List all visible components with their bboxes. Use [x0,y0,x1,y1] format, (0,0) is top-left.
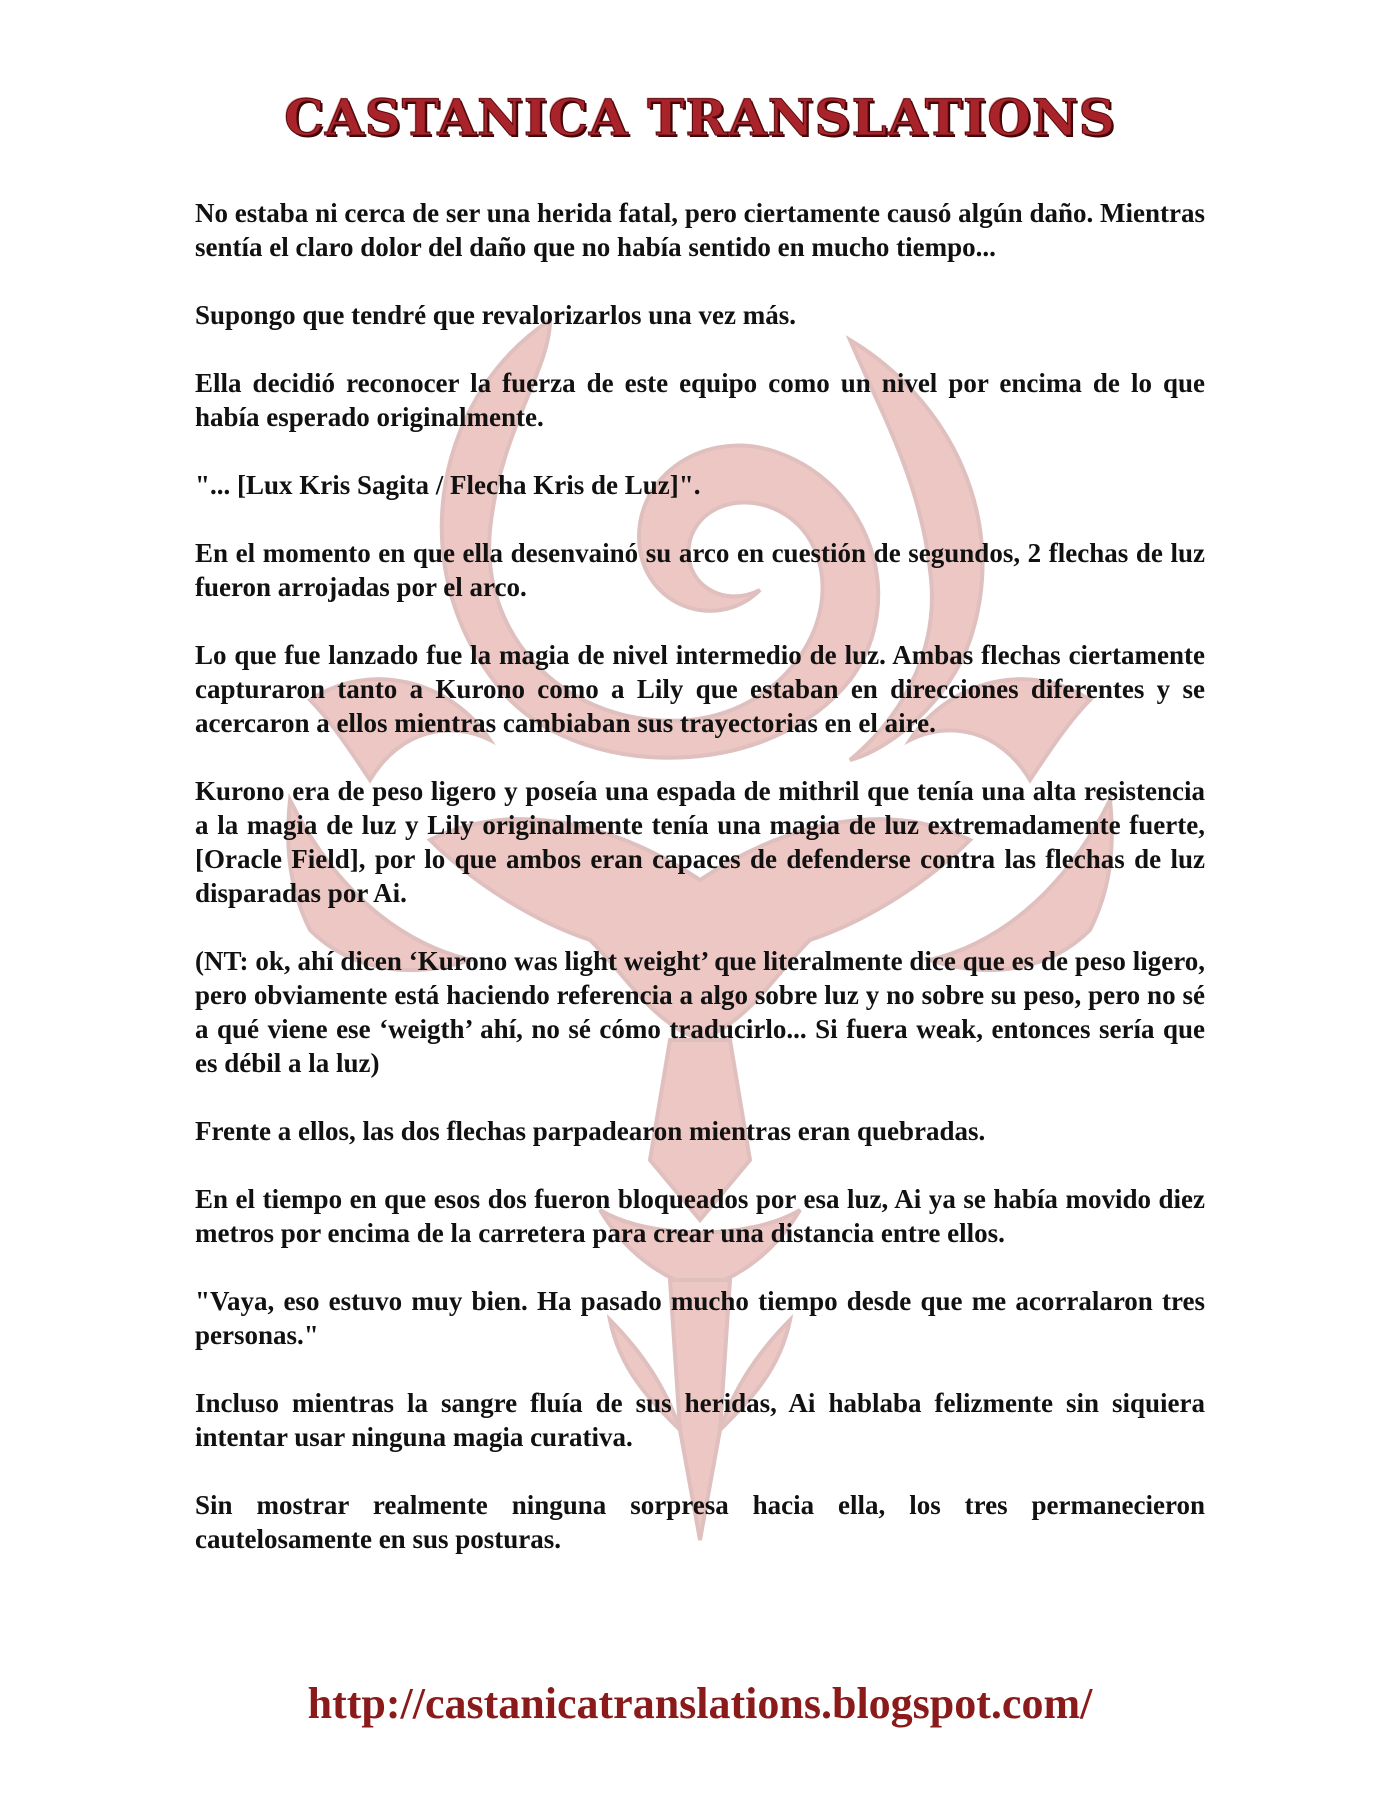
paragraph: "... [Lux Kris Sagita / Flecha Kris de Luz]". [195,470,701,500]
paragraph: Kurono era de peso ligero y poseía una espada de mithril que tenía una alta resistencia a la magia de luz y Lily originalmente tenía una magia de luz extremadamente fuerte, [Oracle Field], por lo que ambos eran capaces de defenderse contra las flechas de luz disparadas por Ai. [195,776,1205,908]
paragraph: Incluso mientras la sangre fluía de sus heridas, Ai hablaba felizmente sin siquiera intentar usar ninguna magia curativa. [195,1388,1205,1452]
footer-blog-link[interactable]: http://castanicatranslations.blogspot.com/ [307,1679,1093,1728]
paragraph: En el momento en que ella desenvainó su arco en cuestión de segundos, 2 flechas de luz fueron arrojadas por el arco. [195,538,1205,602]
paragraph: No estaba ni cerca de ser una herida fatal, pero ciertamente causó algún daño. Mientras sentía el claro dolor del daño que no había sentido en mucho tiempo... [195,198,1205,262]
paragraph: "Vaya, eso estuvo muy bien. Ha pasado mucho tiempo desde que me acorralaron tres personas." [195,1286,1205,1350]
translator-note: (NT: ok, ahí dicen ‘Kurono was light weight’ que literalmente dice que es de peso ligero, pero obviamente está haciendo referencia a algo sobre luz y no sobre su peso, pero no sé a qué viene ese ‘weigth’ ahí, no sé cómo traducirlo... Si fuera weak, entonces sería que es débil a la luz) [195,946,1205,1078]
document-body [195,196,1205,1590]
paragraph: Lo que fue lanzado fue la magia de nivel intermedio de luz. Ambas flechas ciertamente capturaron tanto a Kurono como a Lily que estaban en direcciones diferentes y se acercaron a ellos mientras cambiaban sus trayectorias en el aire. [195,640,1205,738]
paragraph: En el tiempo en que esos dos fueron bloqueados por esa luz, Ai ya se había movido diez metros por encima de la carretera para crear una distancia entre ellos. [195,1184,1205,1248]
paragraph: Supongo que tendré que revalorizarlos una vez más. [195,300,797,330]
header-title: CASTANICA TRANSLATIONS [284,88,1116,147]
paragraph: Ella decidió reconocer la fuerza de este equipo como un nivel por encima de lo que había esperado originalmente. [195,368,1205,432]
paragraph: Frente a ellos, las dos flechas parpadearon mientras eran quebradas. [195,1116,986,1146]
paragraph: Sin mostrar realmente ninguna sorpresa hacia ella, los tres permanecieron cautelosamente en sus posturas. [195,1490,1205,1554]
